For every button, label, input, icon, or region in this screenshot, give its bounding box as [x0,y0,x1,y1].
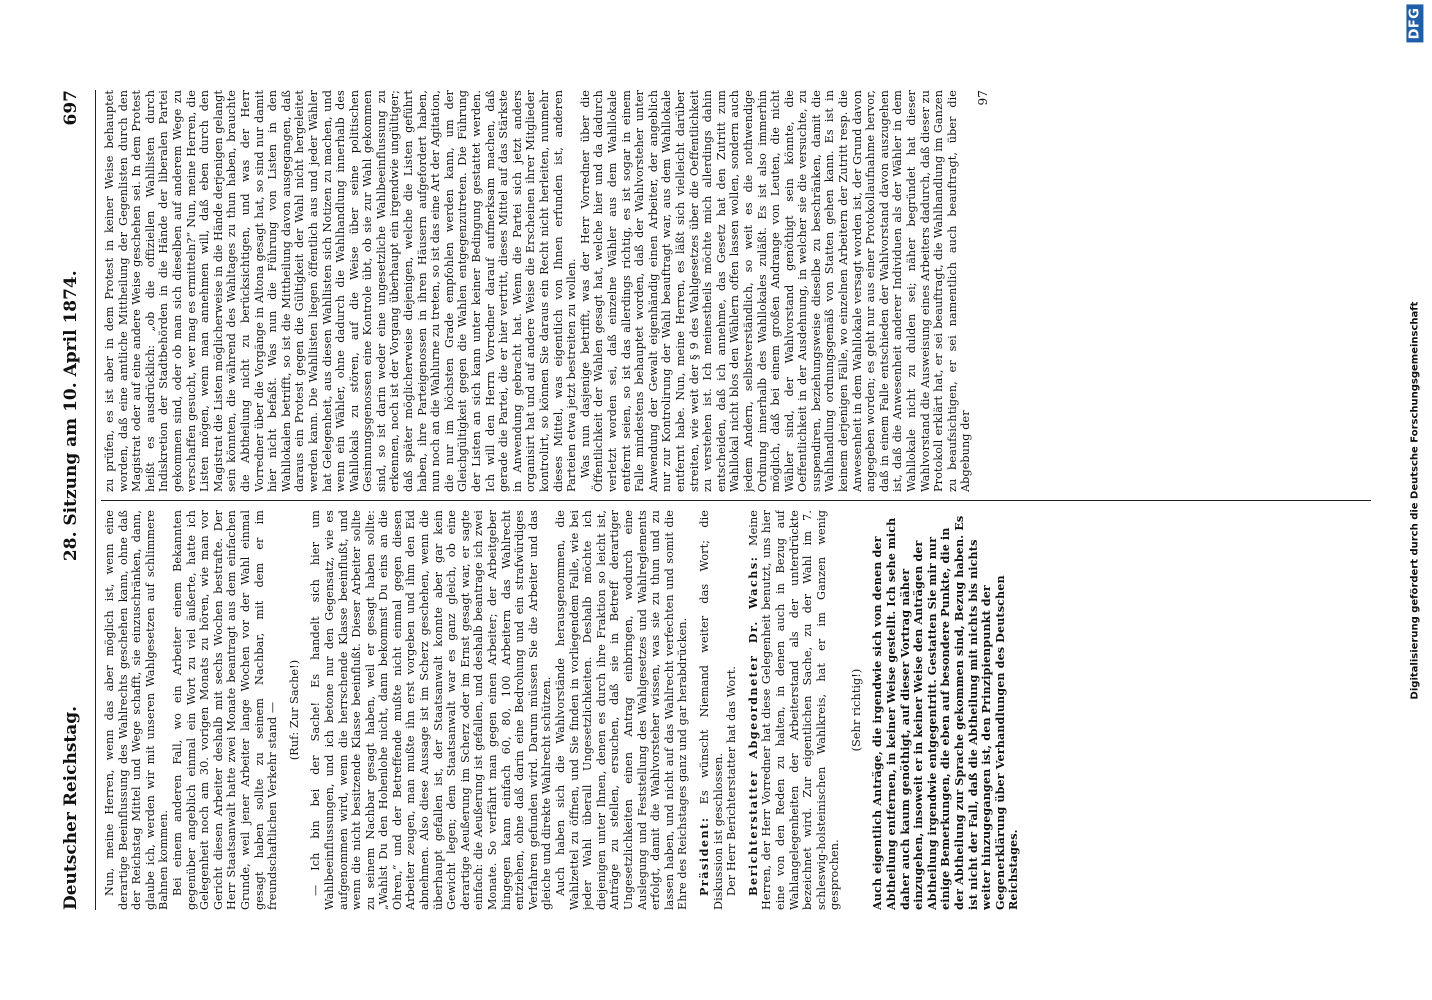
digitization-note [1402,0,1428,1000]
header-session: 28. Sitzung am 10. April 1874. [61,270,81,562]
paragraph: Auch haben sich die Wahlvorstände herausgenommen, die Wahlzettel zu öffnen, und Sie finden in vorliegendem Falle, wie bei jeder Wahl überall Ungesetzlichkeiten. Deshalb möchte ich diejenigen unter Ihnen, denen es durch ihre Fraktion so leicht ist, Anträge zu stellen, ersuchen, daß sie in Betreff derartiger Ungesetzlichkeiten einen Antrag einbringen, wodurch eine Auslegung und Feststellung des Wahlgesetzes und Wahlreglements erfolgt, damit die Wahlvorsteher wissen, was sie zu thun und zu lassen haben, und nicht auf das Wahlrecht verfechten und somit die Ehre des Reichstages ganz und gar herabdrücken. [554,510,690,910]
left-column [103,510,1373,910]
president-remark-2: Der Herr Berichterstatter hat das Wort. [725,665,739,896]
column-divider [101,500,1371,501]
paragraph: Bei einem anderen Fall, wo ein Arbeiter einem Bekannten gegenüber angeblich einmal ein Wort zu viel äußerte, hatte ich Gelegenheit noch am 30. vorigen Monats zu hören, wie man vor Gericht diesen Arbeiter deshalb mit sechs Wochen bestrafte. Der Herr Staatsanwalt hatte zwei Monate beantragt aus dem einfachen Grunde, weil jener Arbeiter lange Wochen vor der Wahl einmal gesagt haben sollte zu seinem Nachbar, mit dem er im freundschaftlichen Verkehr stand — [170,510,280,910]
speaker-reporter: Berichterstatter Abgeordneter Dr. Wachs: [745,555,760,896]
header-page-number: 697 [61,90,81,126]
interjection: (Sehr richtig!) [849,668,863,752]
side-note-text: Digitalisierung gefördert durch die Deutsche Forschungsgemeinschaft [1409,301,1421,699]
reporter-speech [747,510,842,910]
logo-text: DFG [1407,4,1424,42]
signature-mark: 97 [976,90,990,106]
interjection: (Ruf: Zur Sache!) [287,659,301,761]
paragraph: Auch eigentlich Anträge, die irgendwie sich von denen der Abtheilung entfernen, in keiner Weise gestellt. Ich sehe mich daher auch kaum genöthigt, auf dieser Vortrag näher einzugehen, insoweit er in keiner Weise den Anträgen der Abtheilung irgendwie entgegentritt. Gestatten Sie mir nur einige Bemerkungen, die eben auf besondere Punkte, die in der Abtheilung zur Sprache gekommen sind, Bezug haben. Es ist nicht der Fall, daß die Abtheilung mit nichts bis nichts weiter hinzugegangen ist, den Prinzipienpunkt der Gegenerklärung über Verhandlungen des Deutschen Reichstages. [870,515,1021,910]
president-remark [698,510,725,910]
paragraph: Nun, meine Herren, wenn das aber möglich ist, wenn eine derartige Beeinflussung des Wahlrechts geschehen kann, ohne daß der Reichstag Mittel und Wege schafft, sie einzuschränken, dann, glaube ich, werden wir mit unseren Wahlgesetzen auf schlimmere Bahnen kommen. [103,510,171,910]
reporter-text: Meine Herren, der Herr Vorredner hat diese Gelegenheit benutzt, uns hier eine von den Reden zu halten, in denen auch in Bezug auf Wahlangelegenheiten der Arbeiterstand als der unterdrückte bezeichnet wird. Zur eigentlichen Sache, zu der Wahl im 7. schleswig-holsteinischen Wahlkreis, hat er im Ganzen wenig gesprochen. [746,510,842,910]
president-text: Es wünscht Niemand weiter das Wort; die Diskussion ist geschlossen. [697,510,725,910]
paragraph: Was nun dasjenige betrifft, was der Herr Vorredner über die Öffentlichkeit der Wahlen gesagt hat, welche hier und da dadurch verletzt worden sei, daß einzelne Wähler aus dem Wahllokale entfernt seien, so ist das allerdings richtig, es ist sogar in einem Falle mindestens behauptet worden, daß der Wahlvorsteher unter Anwendung der Gewalt eigenhändig einen Arbeiter, der angeblich nur zur Kontrolirung der Wahl beauftragt war, aus dem Wahllokale entfernt habe. Nun, meine Herren, es läßt sich vielleicht darüber streiten, wie weit der § 9 des Wahlgesetzes über die Oeffentlichkeit zu verstehen ist. Ich meinestheils möchte mich allerdings dahin entscheiden, daß ich annehme, das Gesetz hat den Zutritt zum Wahllokal nicht blos den Wählern offen lassen wollen, sondern auch jedem Andern, selbstverständlich, so weit es die nothwendige Ordnung innerhalb des Wahllokales zuläßt. Es ist also immerhin möglich, daß bei einem großen Andrange von Leuten, die nicht Wähler sind, der Wahlvorstand genöthigt sein könnte, die Oeffentlichkeit in der Ausdehnung, in welcher sie die versuchte, zu suspendiren, beziehungsweise dieselbe zu beschränken, damit die Wahlhandlung ordnungsgemäß von Statten gehen kann. Es ist in keinem derjenigen Fälle, wo einzelnen Arbeitern der Zutritt resp. die Anwesenheit in dem Wahllokale versagt worden ist, der Grund davon angegeben worden; es geht nur aus einer Protokollaufnahme hervor, daß in einem Falle entschieden der Wahlvorstand davon auszugehen ist, daß die Anwesenheit anderer Individuen als der Wähler in dem Wahllokale nicht zu dulden sei; näher begründet hat dieser Wahlvorstand die Ausweisung eines Arbeiters dadurch, daß dieser zu Protokoll erklärt hat, er sei beauftragt, die Wahlhandlung im Ganzen zu beaufsichtigen, er sei namentlich auch beauftragt, über die Abgebung der [578,90,973,492]
header-rule [95,90,96,910]
right-column [103,90,1373,492]
rotated-page [51,50,1381,950]
paragraph: zu prüfen, es ist aber in dem Protest in keiner Weise behauptet worden, daß eine amtliche Mittheilung der Gegenlisten durch den Magistrat oder auf eine andere Weise geschehen sei. In dem Protest heißt es ausdrücklich: „ob die offiziellen Wahllisten durch Indiskretion der Stadtbehörden in die Hände der liberalen Partei gekommen sind, oder ob man sich dieselben auf anderem Wege zu verschaffen gesucht, wer mag es ermitteln?“ Nun, meine Herren, die Listen mögen, wenn man annehmen will, daß eben durch den Magistrat die Listen möglicherweise in die Hände derjenigen gelangt sein könnten, die während des Wahltages zu thun haben, brauchte die Abtheilung nicht zu berücksichtigen, und was der Herr Vorredner über die Vorgänge in Altona gesagt hat, so sind nur damit hier nicht befaßt. Was nun die Führung von Listen in den Wahllokalen betrifft, so ist die Mittheilung davon ausgegangen, daß daraus ein Protest gegen die Gültigkeit der Wahl nicht hergeleitet werden kann. Die Wahllisten liegen öffentlich aus und jeder Wähler hat Gelegenheit, aus diesen Wahllisten sich Notizen zu machen, und wenn ein Wähler, ohne dadurch die Wahlhandlung innerhalb des Wahllokals zu stören, auf die Weise über seine politischen Gesinnungsgenossen eine Kontrole übt, ob sie zur Wahl gekommen sind, so ist darin weder eine ungesetzliche Wahlbeeinflussung zu erkennen, noch ist der Vorgang überhaupt ein irgendwie ungültiger; daß später möglicherweise diejenigen, welche die Listen geführt haben, ihre Parteigenossen in ihren Häusern aufgefordert haben, nun noch an die Wahlurne zu treten, so ist das eine Art der Agitation, die nur im höchsten Grade empfohlen werden kann, um der Gleichgültigkeit gegen die Wahlen entgegenzutreten. Die Führung der Listen an sich kann unter keiner Bedingung gestattet werden. Ich will den Herrn Vorredner darauf aufmerksam machen, daß gerade die Partei, die er hier vertritt, dieses Mittel auf das Stärkste in Anwendung gebracht hat. Wenn die Partei sich jetzt anders organisirt hat und auf andere Weise die Erscheinen ihrer Mitglieder kontrolirt, so können Sie daraus ein Recht nicht herleiten, nunmehr dieses Mittel, was eigentlich von Ihnen erfunden ist, anderen Parteien etwa jetzt bestreiten zu wollen. [103,90,579,492]
header-title: Deutscher Reichstag. [61,705,81,910]
page-header [61,90,91,910]
speaker-president: Präsident: [696,816,711,896]
paragraph: — Ich bin bei der Sache! Es handelt sich hier um Wahlbeeinflussungen, und ich betone nur den Gegensatz, wie es aufgenommen wird, wenn die herrschende Klasse beeinflußt, und wenn die nicht besitzende Klasse beeinflußt. Dieser Arbeiter sollte zu seinem Nachbar gesagt haben, weil er gesagt haben sollte: „Wahlst Du den Hohenlohe nicht, dann bekommst Du eins an die Ohren,“ und der Betreffende mußte nicht einmal gegen diesen Arbeiter zeugen, man mußte ihn erst vorgeben und ihm den Eid abnehmen. Also diese Aussage ist im Scherz geschehen, wenn die überhaupt gefallen ist, der Staatsanwalt konnte aber gar kein Gewicht legen; dem Staatsanwalt war es ganz gleich, ob eine derartige Aeußerung im Scherz oder im Ernst gesagt war, er sagte einfach: die Aeußerung ist gefallen, und deshalb beantrage ich zwei Monate. So verfährt man gegen einen Arbeiter; der Arbeitgeber hingegen kann einfach 60, 80, 100 Arbeitern das Wahlrecht entziehen, ohne daß darin eine Bedrohung und ein strafwürdiges Verfahren gefunden wird. Darum müssen Sie die Arbeiter und das gleiche und direkte Wahlrecht schützen. [309,510,554,910]
